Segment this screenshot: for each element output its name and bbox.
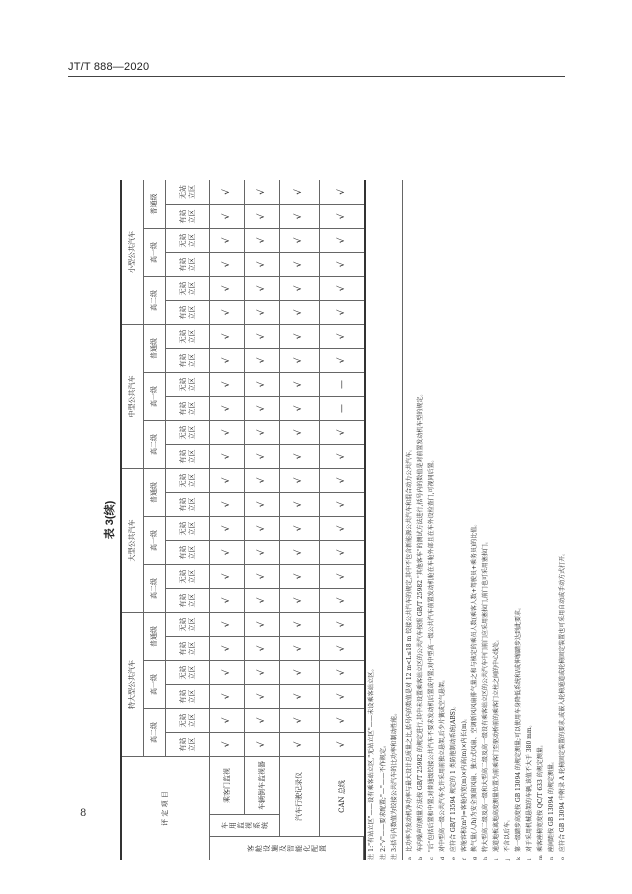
station-type-header: 无站立区 bbox=[166, 516, 210, 540]
footnote-text: 特大型高二级及高一级和大型高二级及高一级设有乘客站立区的公共汽车中门前门应采用塞拉门,前门也可采用塞拉门。 bbox=[482, 538, 490, 852]
table-cell: √ bbox=[320, 228, 364, 252]
note-2: 注 2:"√"——要求配置;"—"——不作规定。 bbox=[379, 741, 387, 860]
station-type-header: 有站立区 bbox=[166, 348, 210, 372]
table-cell: √ bbox=[320, 516, 364, 540]
footnote-marker: a bbox=[407, 857, 413, 860]
footnote-item bbox=[427, 110, 438, 860]
grade-header: 高二级 bbox=[144, 276, 166, 324]
table-cell: √ bbox=[210, 492, 245, 516]
grade-header: 高二级 bbox=[144, 420, 166, 468]
footnote-item bbox=[470, 110, 481, 860]
footnote-marker: c bbox=[428, 857, 435, 860]
table-cell: √ bbox=[210, 444, 245, 468]
table-cell: √ bbox=[280, 564, 320, 588]
table-cell: √ bbox=[320, 444, 364, 468]
footnote-marker: l bbox=[526, 858, 533, 860]
table-cell: √ bbox=[280, 348, 320, 372]
row-label-door-monitor: 乘客门监视 bbox=[210, 756, 245, 814]
table-cell: √ bbox=[245, 180, 280, 204]
grade-header: 普通级 bbox=[144, 612, 166, 660]
footnote-marker: o bbox=[559, 856, 566, 860]
station-type-header: 有站立区 bbox=[166, 444, 210, 468]
footnote-text: 对中型高一级公共汽车允许采用前独立悬架,后少片簧或空气悬架。 bbox=[438, 676, 446, 852]
station-type-header: 有站立区 bbox=[166, 588, 210, 612]
table-cell: √ bbox=[245, 300, 280, 324]
station-type-header: 有站立区 bbox=[166, 540, 210, 564]
station-type-header: 有站立区 bbox=[166, 684, 210, 708]
footnote-marker: k bbox=[516, 856, 523, 860]
table-cell: — bbox=[320, 396, 364, 420]
table-cell: √ bbox=[210, 636, 245, 660]
table-cell: √ bbox=[280, 540, 320, 564]
table-cell: √ bbox=[280, 420, 320, 444]
station-type-header: 无站立区 bbox=[166, 708, 210, 732]
table-cell: √ bbox=[320, 540, 364, 564]
footnote-item bbox=[558, 110, 569, 860]
table-cell: √ bbox=[210, 228, 245, 252]
station-type-header: 无站立区 bbox=[166, 420, 210, 444]
table-cell: √ bbox=[280, 252, 320, 276]
table-cell: √ bbox=[245, 396, 280, 420]
footnote-text: 应符合 GB 13094 中附录 A 轮椅固定装置的要求,或嵌入轮椅通道或轮椅固定装置也可采用自动或手动方式打开。 bbox=[558, 549, 566, 852]
footnote-item bbox=[536, 110, 547, 860]
table-cell: √ bbox=[280, 204, 320, 228]
table-cell: √ bbox=[280, 396, 320, 420]
station-type-header: 无站立区 bbox=[166, 180, 210, 204]
footnote-text: 乘客座椅宽度按 QC/T 633 的规定测量。 bbox=[536, 741, 544, 852]
vehicle-group-header: 小型公共汽车 bbox=[122, 180, 144, 324]
footnote-item bbox=[438, 110, 449, 860]
table-cell: √ bbox=[210, 348, 245, 372]
grade-header: 普通级 bbox=[144, 468, 166, 516]
table-cell: √ bbox=[280, 660, 320, 684]
table-cell: √ bbox=[210, 372, 245, 396]
footnote-item bbox=[503, 110, 514, 860]
vehicle-group-header: 中型公共汽车 bbox=[122, 324, 144, 468]
footnote-marker: j bbox=[505, 858, 512, 860]
station-type-header: 无站立区 bbox=[166, 660, 210, 684]
evaluation-table bbox=[120, 180, 366, 860]
table-cell: √ bbox=[245, 468, 280, 492]
footnote-text: 对于采用机械悬架的车辆,该值不大于 380 mm。 bbox=[525, 721, 533, 852]
station-type-header: 有站立区 bbox=[166, 204, 210, 228]
table-cell: √ bbox=[280, 468, 320, 492]
station-type-header: 无站立区 bbox=[166, 564, 210, 588]
vehicle-group-header: 特大型公共汽车 bbox=[122, 612, 144, 756]
footnote-item bbox=[416, 110, 427, 860]
station-type-header: 有站立区 bbox=[166, 636, 210, 660]
table-cell: √ bbox=[210, 324, 245, 348]
footnote-item bbox=[525, 110, 536, 860]
table-cell: √ bbox=[210, 660, 245, 684]
table-cell: √ bbox=[210, 420, 245, 444]
table-cell: √ bbox=[280, 708, 320, 732]
table-cell: √ bbox=[280, 732, 320, 756]
table-cell: √ bbox=[245, 420, 280, 444]
table-caption: 表 3(续) bbox=[104, 500, 116, 540]
table-cell: √ bbox=[210, 516, 245, 540]
footnote-item bbox=[492, 110, 503, 860]
table-cell: √ bbox=[210, 396, 245, 420]
grade-header: 高一级 bbox=[144, 372, 166, 420]
table-cell: √ bbox=[280, 300, 320, 324]
station-type-header: 有站立区 bbox=[166, 396, 210, 420]
table-cell: √ bbox=[245, 636, 280, 660]
rotated-table-page bbox=[98, 90, 568, 860]
table-cell: — bbox=[320, 372, 364, 396]
table-cell: √ bbox=[280, 492, 320, 516]
station-type-header: 有站立区 bbox=[166, 732, 210, 756]
table-cell: √ bbox=[245, 492, 280, 516]
table-cell: √ bbox=[245, 276, 280, 300]
footnote-text: 不含以后车。 bbox=[504, 815, 512, 852]
footnote-text: 应符合 GB/T 13594 规定的 1 类防抱制动系统(ABS)。 bbox=[449, 702, 457, 852]
footnote-item bbox=[449, 110, 460, 860]
table-cell: √ bbox=[210, 252, 245, 276]
grade-header: 普通级 bbox=[144, 324, 166, 372]
table-cell: √ bbox=[280, 588, 320, 612]
table-cell: √ bbox=[320, 252, 364, 276]
footnote-marker: b bbox=[417, 856, 424, 860]
table-cell: √ bbox=[280, 372, 320, 396]
footnote-item bbox=[514, 110, 525, 860]
table-cell: √ bbox=[210, 708, 245, 732]
footnote-item bbox=[405, 110, 416, 860]
row-label-drive-recorder: 汽车行驶记录仪 bbox=[280, 756, 320, 836]
table-cell: √ bbox=[320, 204, 364, 228]
note-3: 注 3:括号内数值为铰接公共汽车的比功率和制动性能。 bbox=[391, 709, 399, 860]
footnote-text: 通道地板离地高度测量位置为前乘客门至驱动桥前的乘客门立柱之间的中心线处。 bbox=[493, 635, 501, 852]
table-cell: √ bbox=[245, 588, 280, 612]
station-type-header: 无站立区 bbox=[166, 228, 210, 252]
table-cell: √ bbox=[320, 348, 364, 372]
table-cell: √ bbox=[280, 276, 320, 300]
station-type-header: 无站立区 bbox=[166, 372, 210, 396]
table-cell: √ bbox=[210, 468, 245, 492]
table-cell: √ bbox=[245, 348, 280, 372]
footnote-marker: i bbox=[494, 858, 501, 860]
footnote-text: 换气量(人/h)为安全顶窗风扇、独立式风扇、空调新风风扇排气量之和与核定的乘员人数(乘客人数+驾驶员+乘务员)的比值。 bbox=[471, 520, 479, 852]
row-label-can-bus: CAN 总线 bbox=[320, 756, 364, 836]
table-cell: √ bbox=[245, 252, 280, 276]
table-cell: √ bbox=[245, 516, 280, 540]
station-type-header: 无站立区 bbox=[166, 276, 210, 300]
table-cell: √ bbox=[280, 180, 320, 204]
grade-header: 高二级 bbox=[144, 564, 166, 612]
header-rule bbox=[68, 76, 565, 77]
eval-items-header: 评 定 项 目 bbox=[122, 756, 210, 860]
table-cell: √ bbox=[210, 180, 245, 204]
table-notes bbox=[366, 180, 401, 860]
grade-header: 高一级 bbox=[144, 516, 166, 564]
footnotes bbox=[405, 110, 569, 860]
table-cell: √ bbox=[320, 492, 364, 516]
table-cell: √ bbox=[320, 564, 364, 588]
table-cell: √ bbox=[336, 189, 347, 195]
standard-code-header: JT/T 888—2020 bbox=[68, 61, 150, 73]
footnote-marker: e bbox=[450, 857, 457, 860]
table-cell: √ bbox=[320, 732, 364, 756]
table-cell: √ bbox=[210, 276, 245, 300]
footnote-rule bbox=[402, 180, 403, 860]
table-cell: √ bbox=[245, 324, 280, 348]
table-cell: √ bbox=[245, 444, 280, 468]
footnote-text: 比功率为发动机净功率与最大设计总质量之比,括号内的数值是对 12 m<L≤18 m 铰接公共汽车的规定,其中不包含新能源公共汽车和混合动力公共汽车。 bbox=[406, 445, 413, 852]
table-cell: √ bbox=[210, 612, 245, 636]
table-cell: √ bbox=[210, 300, 245, 324]
note-1: 注 1:"有站立区"——设有乘客站立区,"无站立区"——未设乘客站立区。 bbox=[368, 665, 375, 860]
table-cell: √ bbox=[245, 732, 280, 756]
station-type-header: 无站立区 bbox=[166, 468, 210, 492]
table-cell: √ bbox=[320, 588, 364, 612]
table-cell: √ bbox=[320, 324, 364, 348]
footnote-item bbox=[547, 110, 558, 860]
grade-header: 高一级 bbox=[144, 228, 166, 276]
table-cell: √ bbox=[320, 660, 364, 684]
vehicle-group-header: 大型公共汽车 bbox=[122, 468, 144, 612]
table-cell: √ bbox=[280, 636, 320, 660]
table-cell: √ bbox=[245, 660, 280, 684]
footnote-text: 座间距按 GB 13094 的规定测量。 bbox=[547, 757, 555, 852]
station-type-header: 有站立区 bbox=[166, 492, 210, 516]
footnote-marker: g bbox=[472, 856, 479, 860]
table-cell: √ bbox=[320, 468, 364, 492]
table-cell: √ bbox=[280, 516, 320, 540]
table-cell: √ bbox=[245, 540, 280, 564]
station-type-header: 有站立区 bbox=[166, 252, 210, 276]
table-cell: √ bbox=[245, 708, 280, 732]
footnote-marker: h bbox=[483, 856, 490, 860]
table-cell: √ bbox=[320, 684, 364, 708]
footnote-item bbox=[481, 110, 492, 860]
table-cell: √ bbox=[320, 636, 364, 660]
table-cell: √ bbox=[210, 540, 245, 564]
table-cell: √ bbox=[320, 708, 364, 732]
table-cell: √ bbox=[280, 228, 320, 252]
station-type-header: 无站立区 bbox=[166, 324, 210, 348]
footnote-item bbox=[460, 110, 471, 860]
footnote-text: 客舱容积(m³)=客舱内宽(m)×内高(m)×内长(m)。 bbox=[460, 715, 468, 852]
table-cell: √ bbox=[280, 612, 320, 636]
table-cell: √ bbox=[210, 564, 245, 588]
row-label-reverse-monitor: 车辆倒车监视器 bbox=[245, 756, 280, 814]
footnote-marker: d bbox=[439, 856, 446, 860]
table-cell: √ bbox=[280, 684, 320, 708]
table-cell: √ bbox=[245, 684, 280, 708]
table-cell: √ bbox=[320, 300, 364, 324]
station-type-header: 无站立区 bbox=[166, 612, 210, 636]
footnote-marker: m bbox=[537, 855, 544, 860]
table-cell: √ bbox=[245, 612, 280, 636]
footnote-text: "后"包括后置和中置;对普通级铰接公共汽车不要求发动机后置或中置;对中型高一级公共汽车前置发动机舱在车舱外部且在车外设检查门,可视同后置。 bbox=[427, 456, 435, 852]
table-cell: √ bbox=[210, 732, 245, 756]
table-cell: √ bbox=[280, 324, 320, 348]
footnote-marker: f bbox=[461, 858, 468, 860]
table-cell: √ bbox=[210, 684, 245, 708]
table-cell: √ bbox=[210, 588, 245, 612]
group-label-monitoring: 车用监视系统 bbox=[210, 814, 280, 836]
footnote-marker: n bbox=[548, 856, 555, 860]
table-cell: √ bbox=[245, 228, 280, 252]
table-cell: √ bbox=[320, 612, 364, 636]
table-cell: √ bbox=[245, 564, 280, 588]
table-cell: √ bbox=[320, 276, 364, 300]
table-cell: √ bbox=[280, 444, 320, 468]
grade-header: 普通级 bbox=[144, 180, 166, 228]
page-number: 8 bbox=[80, 808, 87, 819]
grade-header: 高一级 bbox=[144, 660, 166, 708]
table-cell: √ bbox=[245, 372, 280, 396]
footnote-text: 车内噪声的测量方法按 GB/T 25982 的规定进行,其中未设置乘客站立区的公共汽车按照 GB/T 25982 "其他客车"的测试方法进行,括号内的数值是对前置发动机车型的规定。 bbox=[416, 390, 424, 852]
footnote-text: 第一级踏步高度按 GB 13094 的规定测量;可以使用车身降低系统和/或伸缩踏步达到此要求。 bbox=[515, 603, 523, 852]
category-label: 客舱设施及智能化配置 bbox=[210, 836, 364, 860]
table-cell: √ bbox=[320, 420, 364, 444]
station-type-header: 有站立区 bbox=[166, 300, 210, 324]
table-cell: √ bbox=[245, 204, 280, 228]
grade-header: 高二级 bbox=[144, 708, 166, 756]
table-cell: √ bbox=[210, 204, 245, 228]
